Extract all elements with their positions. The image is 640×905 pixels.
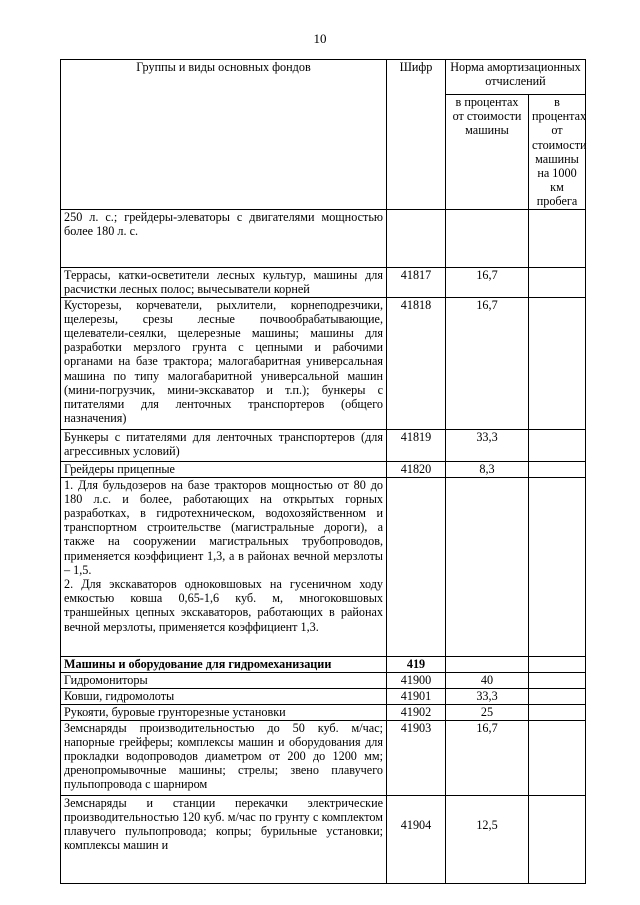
row-pct-km	[529, 704, 586, 720]
row-pct: 25	[446, 704, 529, 720]
header-code: Шифр	[387, 60, 446, 210]
header-name: Группы и виды основных фондов	[61, 60, 387, 210]
note-2: 2. Для экскаваторов одноковшовых на гусеничном ходу емкостью ковша 0,65-1,6 куб. м, многоковшовых траншейных цепных экскаваторов, работающих в районах вечной мерзлоты, применяется коэффициент 1,3.	[64, 577, 383, 634]
row-name: Гидромониторы	[61, 672, 387, 688]
table-row	[61, 429, 586, 461]
row-pct: 40	[446, 672, 529, 688]
row-pct-km	[529, 688, 586, 704]
table-row	[61, 209, 586, 267]
row-name: Земснаряды и станции перекачки электрические производительностью 120 куб. м/час по грунту с комплектом плавучего пульпопровода; копры; бурильные установки; комплексы машин и	[61, 795, 387, 883]
section-code: 419	[387, 656, 446, 672]
section-row	[61, 656, 586, 672]
row-name: 250 л. с.; грейдеры-элеваторы с двигателями мощностью более 180 л. с.	[61, 209, 387, 267]
row-code: 41901	[387, 688, 446, 704]
table-row	[61, 461, 586, 477]
table-row	[61, 267, 586, 297]
row-pct: 12,5	[446, 795, 529, 883]
header-pct-1000km: в процентах от стоимости машины на 1000 км пробега	[529, 95, 586, 210]
row-code: 41902	[387, 704, 446, 720]
notes-row	[61, 477, 586, 656]
row-pct: 33,3	[446, 688, 529, 704]
row-code: 41900	[387, 672, 446, 688]
row-pct-km	[529, 297, 586, 429]
row-code: 41817	[387, 267, 446, 297]
row-pct: 16,7	[446, 297, 529, 429]
row-pct-km	[529, 267, 586, 297]
row-pct	[446, 656, 529, 672]
table-row	[61, 672, 586, 688]
row-code: 41820	[387, 461, 446, 477]
header-pct-machine: в процентах от стоимости машины	[446, 95, 529, 210]
header-norm: Норма амортизационных отчислений	[446, 60, 586, 95]
notes-cell	[61, 477, 387, 656]
row-code: 41903	[387, 720, 446, 795]
table-row	[61, 720, 586, 795]
row-name: Ковши, гидромолоты	[61, 688, 387, 704]
row-name: Бункеры с питателями для ленточных транспортеров (для агрессивных условий)	[61, 429, 387, 461]
row-pct: 33,3	[446, 429, 529, 461]
row-code: 41818	[387, 297, 446, 429]
row-name: Земснаряды производительностью до 50 куб. м/час; напорные грейферы; комплексы машин и оборудования для прокладки водопроводов диаметром от 200 до 1200 мм; дренопромывочные машины; стрелы; звено плавучего пульпопровода с шарниром	[61, 720, 387, 795]
row-pct-km	[529, 672, 586, 688]
row-pct: 16,7	[446, 720, 529, 795]
row-name: Кусторезы, корчеватели, рыхлители, корнеподрезчики, щелерезы, срезы лесные почвообрабатывающие, щелеватели-сеялки, щелерезные машины; машины для разработки мерзлого грунта с цепными и рабочими органами на базе трактора; малогабаритная универсальная машина по типу малогабаритной универсальной машин (мини-погрузчик, мини-экскаватор и т.п.); бункеры с питателями для ленточных транспортеров (общего назначения)	[61, 297, 387, 429]
row-code: 41904	[387, 795, 446, 883]
table-row	[61, 795, 586, 883]
row-pct-km	[529, 429, 586, 461]
row-pct: 8,3	[446, 461, 529, 477]
table-row	[61, 297, 586, 429]
row-pct-km	[529, 795, 586, 883]
row-name: Грейдеры прицепные	[61, 461, 387, 477]
row-name: Террасы, катки-осветители лесных культур, машины для расчистки лесных полос; вычесыватели корней	[61, 267, 387, 297]
row-pct-km	[529, 720, 586, 795]
table-row	[61, 688, 586, 704]
row-pct-km	[529, 209, 586, 267]
page-number: 10	[313, 31, 327, 46]
row-pct: 16,7	[446, 267, 529, 297]
note-1: 1. Для бульдозеров на базе тракторов мощностью от 80 до 180 л.с. и более, работающих на открытых горных разработках, в гидротехническом, водохозяйственном и транспортном строительстве (магистральные дороги), а также на сооружении магистральных трубопроводов, применяется коэффициент 1,3, а в районах вечной мерзлоты – 1,5.	[64, 477, 383, 577]
row-code	[387, 209, 446, 267]
row-pct-km	[529, 656, 586, 672]
row-pct	[446, 209, 529, 267]
table-row	[61, 704, 586, 720]
row-code: 41819	[387, 429, 446, 461]
section-title: Машины и оборудование для гидромеханизации	[61, 656, 387, 672]
row-name: Рукояти, буровые грунторезные установки	[61, 704, 387, 720]
amortization-table	[60, 59, 586, 884]
row-pct-km	[529, 461, 586, 477]
